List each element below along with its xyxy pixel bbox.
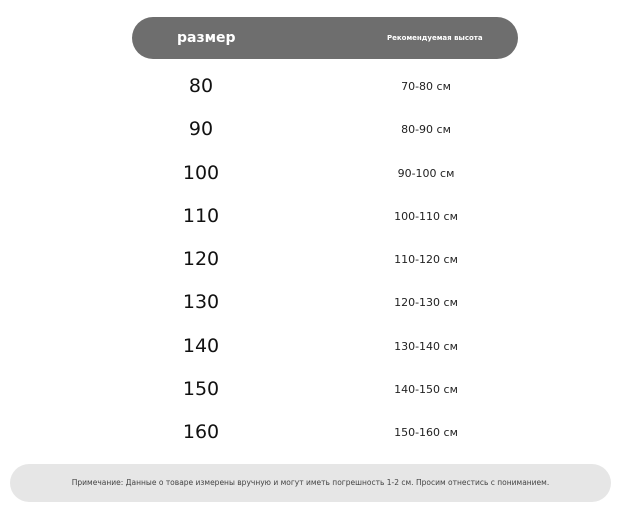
height-value: 130-140 см (394, 339, 458, 353)
size-value: 160 (182, 421, 220, 444)
table-row (0, 370, 621, 413)
height-column-header: Рекомендуемая высота (387, 34, 483, 42)
height-value: 140-150 см (394, 383, 458, 397)
table-row (0, 110, 621, 153)
size-table (0, 67, 621, 457)
size-value: 150 (182, 378, 220, 401)
size-value: 140 (182, 334, 220, 357)
table-row (0, 413, 621, 456)
table-row (0, 283, 621, 326)
table-header (132, 17, 518, 59)
table-row (0, 327, 621, 370)
height-value: 120-130 см (394, 296, 458, 310)
height-value: 100-110 см (394, 209, 458, 223)
table-row (0, 197, 621, 240)
size-value: 100 (182, 161, 220, 184)
size-value: 130 (182, 291, 220, 314)
note-banner (10, 464, 611, 502)
size-value: 80 (188, 75, 214, 97)
size-column-header: размер (177, 30, 236, 46)
size-value: 120 (182, 248, 220, 271)
table-row (0, 154, 621, 197)
table-row (0, 240, 621, 283)
height-value: 70-80 см (401, 80, 451, 93)
height-value: 80-90 см (401, 123, 451, 137)
size-value: 90 (188, 118, 214, 141)
height-value: 110-120 см (394, 253, 458, 267)
table-row (0, 67, 621, 110)
note-text: Примечание: Данные о товаре измерены вручную и могут иметь погрешность 1-2 см. Просим отнестись с пониманием. (71, 478, 550, 487)
size-value: 110 (182, 204, 220, 227)
height-value: 150-160 см (394, 426, 458, 440)
height-value: 90-100 см (397, 166, 455, 180)
